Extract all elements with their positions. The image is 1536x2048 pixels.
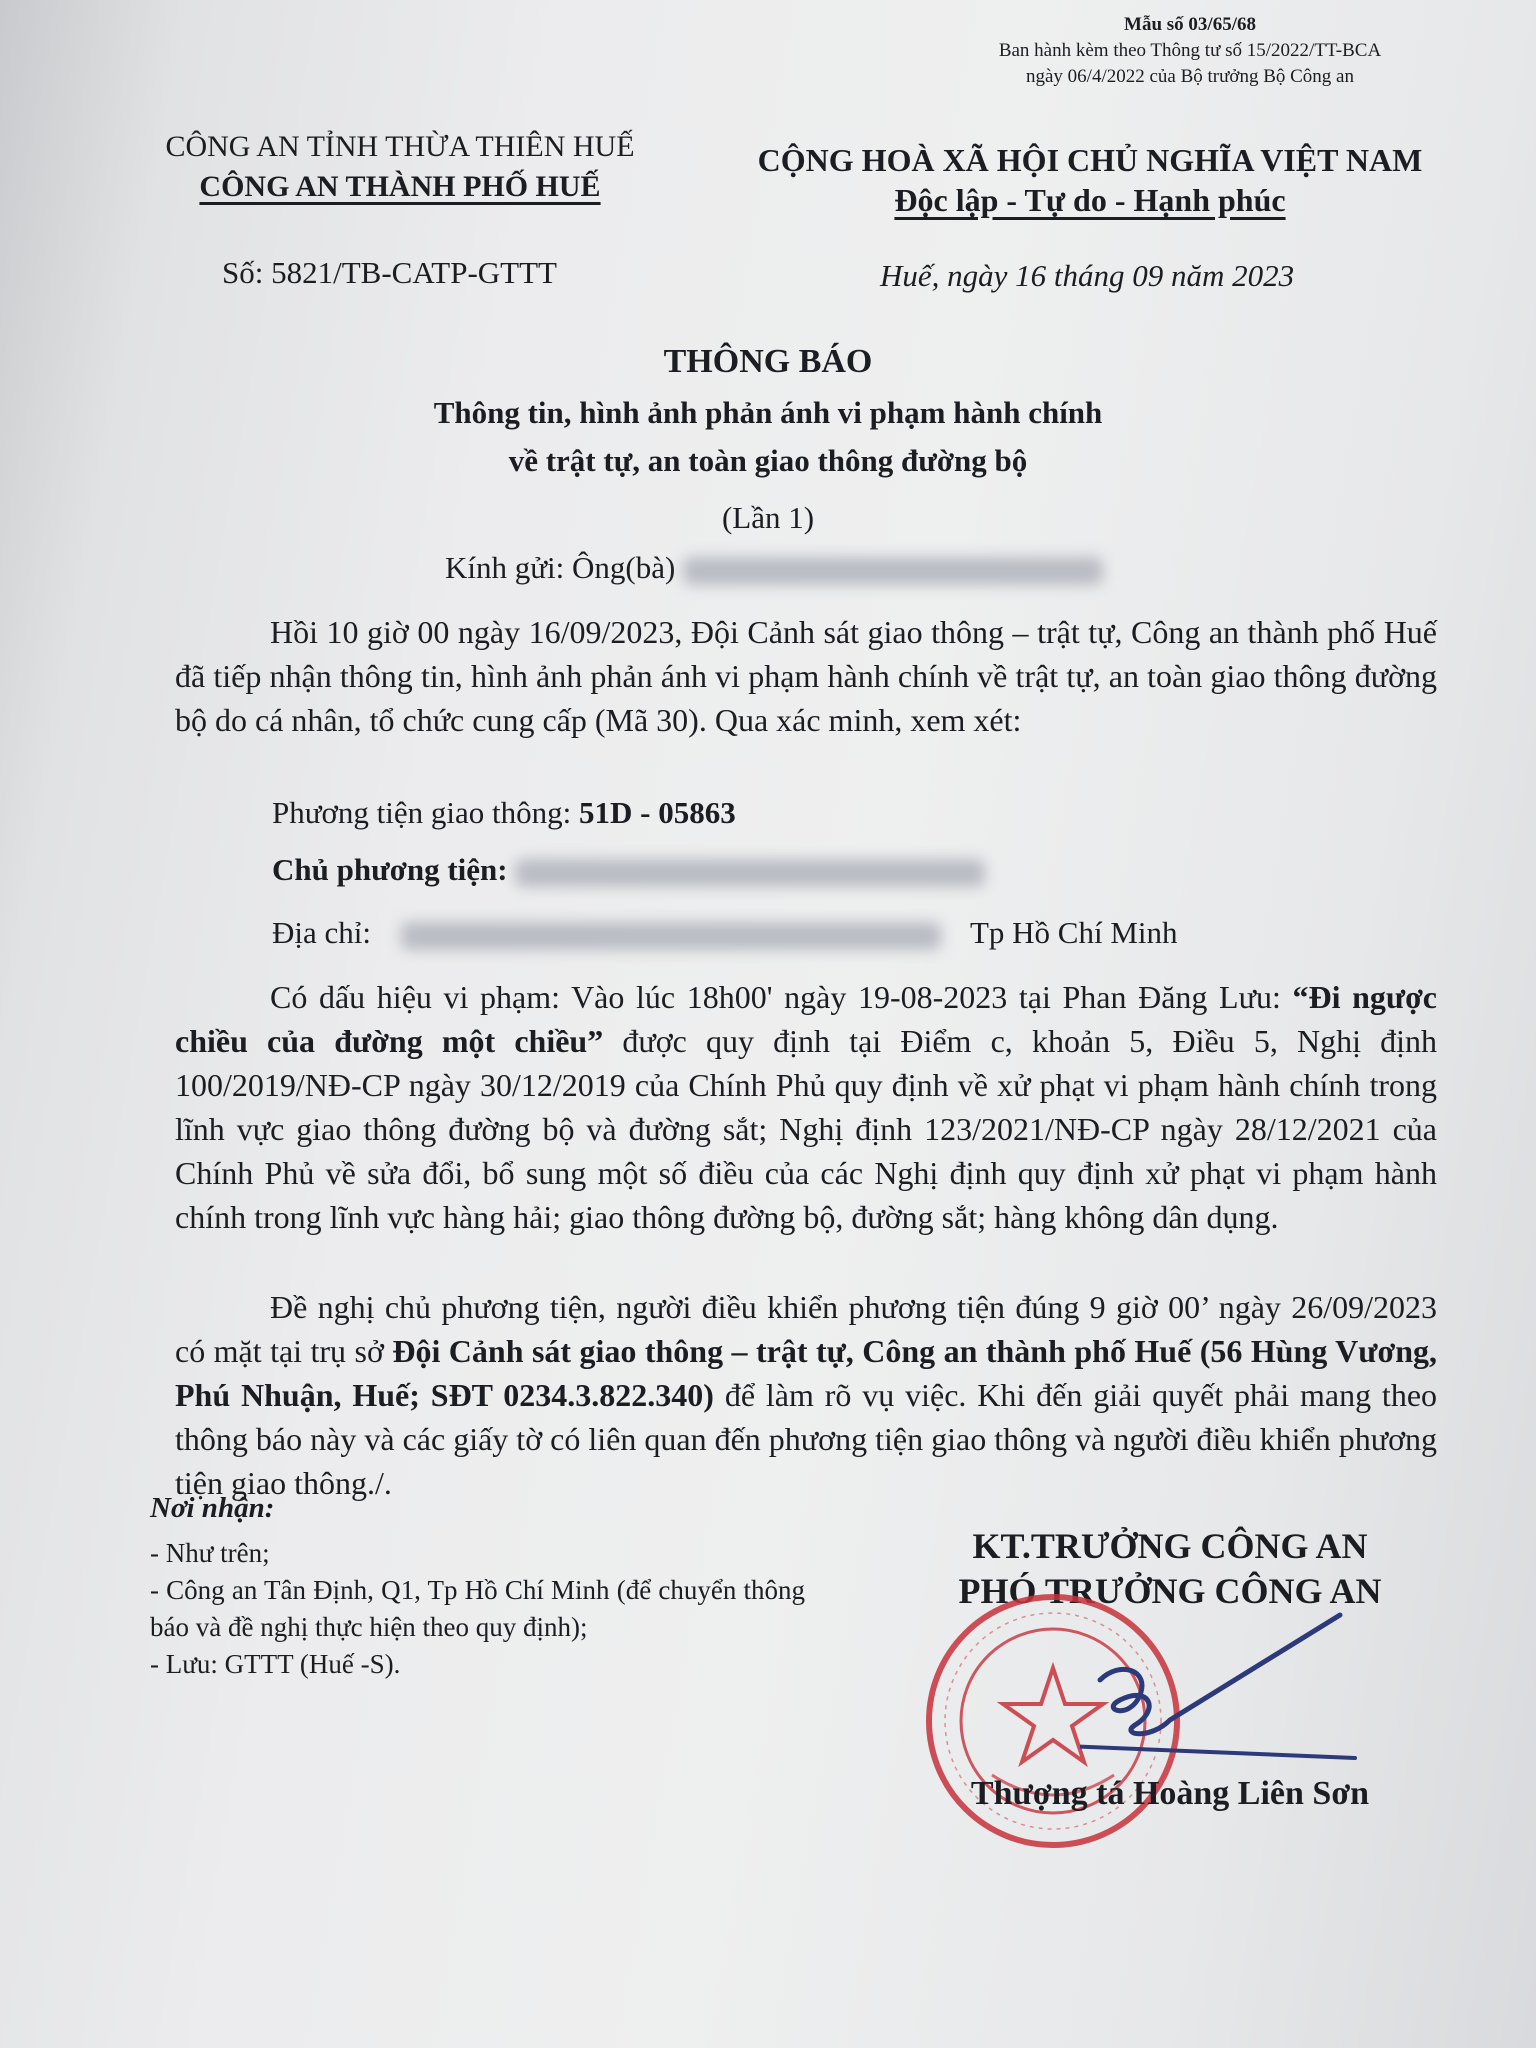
- vehicle-plate: 51D - 05863: [579, 795, 736, 830]
- recipient-line: [445, 550, 1103, 586]
- issuing-agency: CÔNG AN THÀNH PHỐ HUẾ: [199, 170, 601, 203]
- nation-name: CỘNG HOÀ XÃ HỘI CHỦ NGHĨA VIỆT NAM: [757, 142, 1423, 178]
- recipients-heading: Nơi nhận:: [150, 1492, 275, 1524]
- owner-label: Chủ phương tiện:: [272, 852, 508, 887]
- recipient-item: - Công an Tân Định, Q1, Tp Hồ Chí Minh (để chuyển thông báo và đề nghị thực hiện theo quy định);: [150, 1575, 805, 1642]
- owner-name-redacted: [515, 859, 985, 887]
- document-number: Số: 5821/TB-CATP-GTTT: [222, 255, 557, 290]
- request-paragraph: [175, 1285, 1437, 1505]
- document-subtitle-1: Thông tin, hình ảnh phản ánh vi phạm hành chính: [433, 395, 1103, 430]
- violation-paragraph: [175, 975, 1437, 1239]
- document-subtitle-2: về trật tự, an toàn giao thông đường bộ: [508, 443, 1028, 478]
- notice-round: (Lần 1): [721, 500, 815, 535]
- violation-text: Có dấu hiệu vi phạm: Vào lúc 18h00' ngày 19-08-2023 tại Phan Đăng Lưu: “Đi ngược chiều của đường một chiều” được quy định tại Điểm c, khoản 5, Điều 5, Nghị định 100/2019/NĐ-CP ngày 30/12/2019 của Chính Phủ quy định về xử phạt vi phạm hành chính trong lĩnh vực giao thông đường bộ và đường sắt; Nghị định 123/2021/NĐ-CP ngày 28/12/2021 của Chính Phủ về sửa đổi, bổ sung một số điều của các Nghị định quy định xử phạt vi phạm hành chính trong lĩnh vực hàng hải; giao thông đường bộ, đường sắt; hàng không dân dụng.: [175, 979, 1438, 1235]
- office-address: Đội Cảnh sát giao thông – trật tự, Công an thành phố Huế (56 Hùng Vương, Phú Nhuận, Huế; SĐT 0234.3.822.340): [175, 1333, 1438, 1413]
- parent-agency: CÔNG AN TỈNH THỪA THIÊN HUẾ: [165, 130, 635, 163]
- recipients-list: [150, 1535, 805, 1683]
- owner-line: [272, 852, 985, 888]
- recipient-item: - Lưu: GTTT (Huế -S).: [150, 1649, 401, 1679]
- address-line: [272, 915, 1178, 951]
- recipient-label: Kính gửi: Ông(bà): [445, 550, 676, 585]
- handwritten-signature: [1080, 1600, 1360, 1780]
- recipient-item: - Như trên;: [150, 1538, 270, 1568]
- signer-position: PHÓ TRƯỞNG CÔNG AN: [958, 1571, 1382, 1611]
- document-title: THÔNG BÁO: [663, 343, 873, 380]
- address-label: Địa chỉ:: [272, 915, 371, 950]
- address-redacted: [401, 922, 941, 950]
- address-city: Tp Hồ Chí Minh: [969, 915, 1178, 950]
- vehicle-line: [272, 795, 736, 831]
- national-motto: Độc lập - Tự do - Hạnh phúc: [894, 182, 1286, 218]
- vehicle-label: Phương tiện giao thông:: [272, 795, 572, 830]
- form-issued-by: Ban hành kèm theo Thông tư số 15/2022/TT-BCA: [998, 40, 1382, 61]
- intro-text: Hồi 10 giờ 00 ngày 16/09/2023, Đội Cảnh sát giao thông – trật tự, Công an thành phố Huế đã tiếp nhận thông tin, hình ảnh phản ánh vi phạm hành chính về trật tự, an toàn giao thông đường bộ do cá nhân, tổ chức cung cấp (Mã 30). Qua xác minh, xem xét:: [175, 614, 1437, 738]
- intro-paragraph: [175, 610, 1437, 742]
- violation-name: “Đi ngược chiều của đường một chiều”: [175, 979, 1437, 1059]
- form-number: Mẫu số 03/65/68: [1124, 14, 1256, 35]
- signer-name: Thượng tá Hoàng Liên Sơn: [970, 1775, 1370, 1812]
- recipient-name-redacted: [683, 557, 1103, 585]
- signer-authority: KT.TRƯỞNG CÔNG AN: [972, 1526, 1368, 1566]
- request-text: Đề nghị chủ phương tiện, người điều khiển phương tiện đúng 9 giờ 00’ ngày 26/09/2023 có mặt tại trụ sở Đội Cảnh sát giao thông – trật tự, Công an thành phố Huế (56 Hùng Vương, Phú Nhuận, Huế; SĐT 0234.3.822.340) để làm rõ vụ việc. Khi đến giải quyết phải mang theo thông báo này và các giấy tờ có liên quan đến phương tiện giao thông và người điều khiển phương tiện giao thông./.: [175, 1289, 1438, 1501]
- document-date: Huế, ngày 16 tháng 09 năm 2023: [880, 258, 1295, 293]
- form-issued-date: ngày 06/4/2022 của Bộ trưởng Bộ Công an: [1025, 66, 1354, 87]
